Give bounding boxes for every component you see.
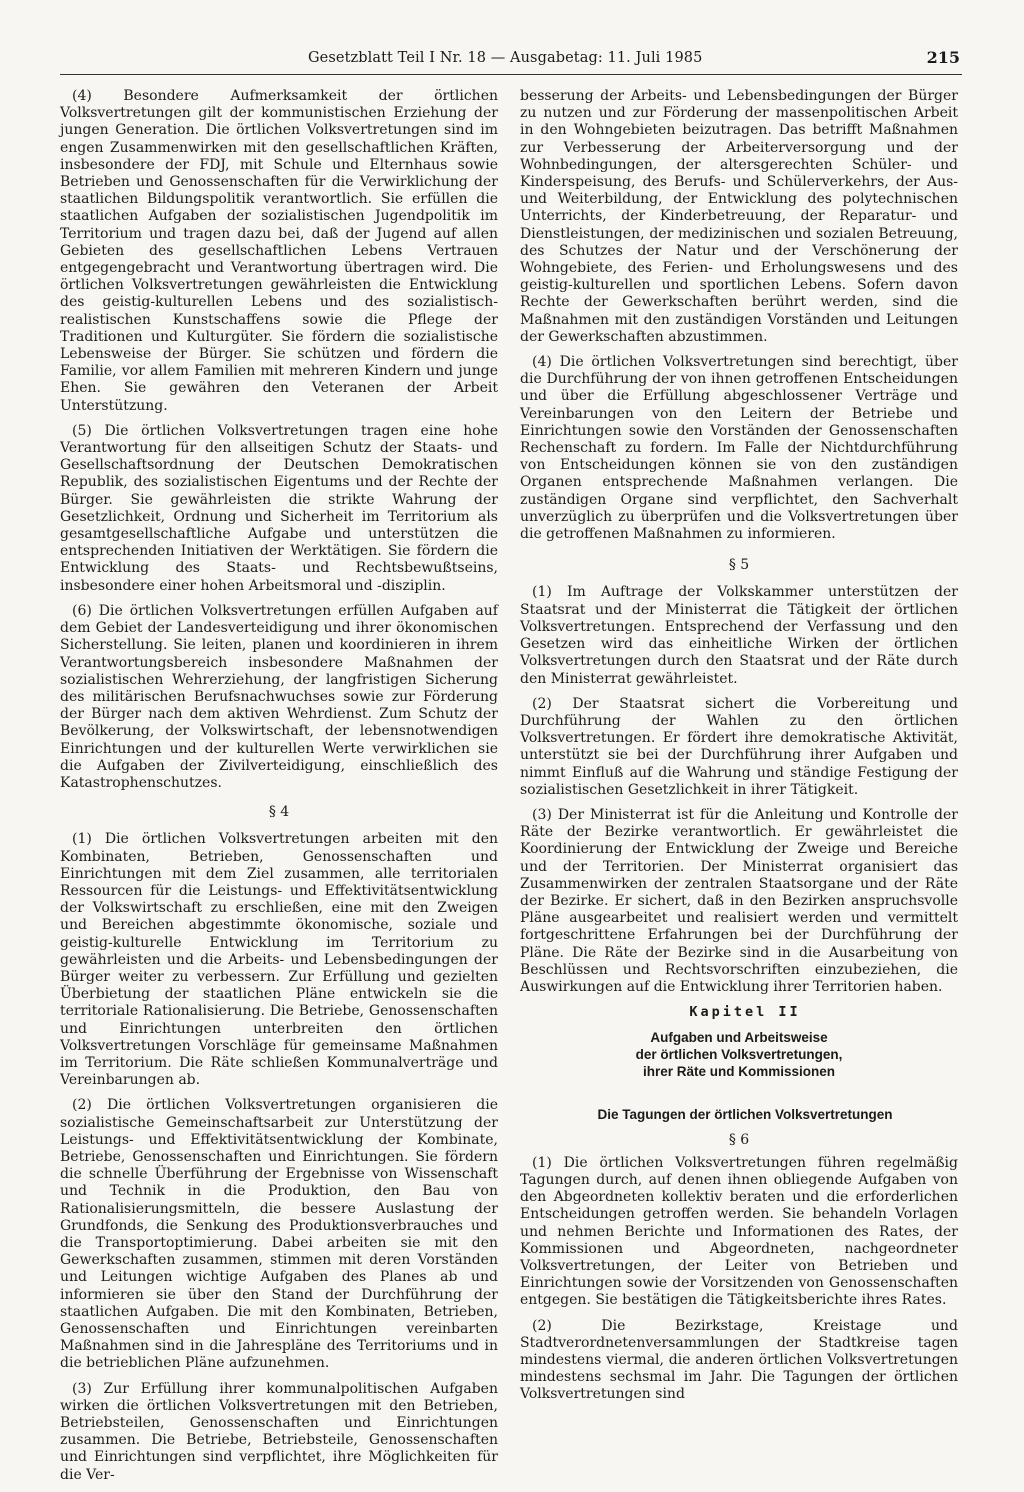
chapter-title-line-3: ihrer Räte und Kommissionen (642, 1064, 836, 1080)
paragraph-6-2: (2) Die Bezirkstage, Kreistage und Stadtverordnetenversammlungen der Stadtkreise tagen mindestens viermal, die anderen örtlichen Volksvertretungen mindestens sechsmal im Jahr. Die Tagungen der örtlichen Volksvertretungen sind (520, 1317, 958, 1403)
section-heading-6: § 6 (728, 1131, 750, 1148)
paragraph-5-2: (2) Der Staatsrat sichert die Vorbereitung und Durchführung der Wahlen zu den örtlichen Volksvertretungen. Er fördert ihre demokratische Aktivität, unterstützt sie bei der Durchführung ihrer Aufgaben und nimmt Einfluß auf die Wahrung und ständige Festigung der sozialistischen Gesetzlichkeit in ihrer Tätigkeit. (520, 695, 958, 798)
chapter-title (520, 1029, 958, 1080)
paragraph-5-3: (3) Der Ministerrat ist für die Anleitung und Kontrolle der Räte der Bezirke verantwortlich. Er gewährleistet die Koordinierung der Entwicklung der Zweige und Bereiche und der Territorien. Der Ministerrat organisiert das Zusammenwirken der zentralen Staatsorgane und der Räte der Bezirke. Er sichert, daß in den Bezirken anspruchsvolle Pläne ausgearbeitet und realisiert werden und vermittelt fortgeschrittene Erfahrungen bei der Durchführung der Pläne. Die Räte der Bezirke sind in die Ausarbeitung von Beschlüssen und Rechtsvorschriften einzubeziehen, die Auswirkungen auf die Entwicklung ihrer Territorien haben. (520, 806, 958, 995)
page-header (60, 46, 962, 75)
right-column (520, 88, 958, 1412)
paragraph-3-5: (5) Die örtlichen Volksvertretungen tragen eine hohe Verantwortung für den allseitigen Schutz der Staats- und Gesellschaftsordnung der Deutschen Demokratischen Republik, des sozialistischen Eigentums und der Rechte der Bürger. Sie gewährleisten die strikte Wahrung der Gesetzlichkeit, Ordnung und Sicherheit im Territorium als gesamtgesellschaftliche Aufgabe und unterstützen die entsprechenden Initiativen der Werktätigen. Sie fördern die Entwicklung des Staats- und Rechtsbewußtseins, insbesondere einer hohen Arbeitsmoral und -disziplin. (60, 422, 498, 594)
paragraph-4-3-continued: besserung der Arbeits- und Lebensbedingungen der Bürger zu nutzen und zur Förderung der massenpolitischen Arbeit in den Wohngebieten beizutragen. Das betrifft Maßnahmen zur Verbesserung der Arbeiterversorgung und der Wohnbedingungen, der altersgerechten Schüler- und Kinderspeisung, des Berufs- und Schülerverkehrs, der Aus- und Weiterbildung, der Entwicklung des polytechnischen Unterrichts, der Kinderbetreuung, der Reparatur- und Dienstleistungen, der medizinischen und sozialen Betreuung, des Schutzes der Natur und der Verschönerung der Wohngebiete, des Ferien- und Erholungswesens und des geistig-kulturellen und sportlichen Lebens. Sofern davon Rechte der Gewerkschaften berührt werden, sind die Maßnahmen mit den zuständigen Vorständen und Leitungen der Gewerkschaften abzustimmen. (520, 88, 958, 345)
paragraph-4-4: (4) Die örtlichen Volksvertretungen sind berechtigt, über die Durchführung der von ihnen getroffenen Entscheidungen und über die Erfüllung abgeschlossener Verträge und Vereinbarungen von den Leitern der Betriebe und Einrichtungen sowie den Vorständen der Genossenschaften Rechenschaft zu fordern. Im Falle der Nichtdurchführung von Entscheidungen können sie von den zuständigen Organen entsprechende Maßnahmen verlangen. Die zuständigen Organe sind verpflichtet, den Sachverhalt unverzüglich zu überprüfen und die Volksvertretungen über die getroffenen Maßnahmen zu informieren. (520, 354, 958, 543)
paragraph-3-4: (4) Besondere Aufmerksamkeit der örtlichen Volksvertretungen gilt der kommunistischen Erziehung der jungen Generation. Die örtlichen Volksvertretungen sind im engen Zusammenwirken mit den gesellschaftlichen Kräften, insbesondere der FDJ, mit Schule und Elternhaus sowie Betrieben und Genossenschaften für die Verwirklichung der staatlichen Bildungspolitik verantwortlich. Sie erfüllen die staatlichen Aufgaben der sozialistischen Jugendpolitik im Territorium und tragen dazu bei, daß der Jugend auf allen Gebieten des gesellschaftlichen Lebens Vertrauen entgegengebracht und Verantwortung übertragen wird. Die örtlichen Volksvertretungen gewährleisten die Entwicklung des geistig-kulturellen Lebens und des sozialistisch-realistischen Kunstschaffens sowie die Pflege der Traditionen und Kulturgüter. Sie fördern die sozialistische Lebensweise der Bürger. Sie schützen und fördern die Familie, vor allem Familien mit mehreren Kindern und junge Ehen. Sie gewähren den Veteranen der Arbeit Unterstützung. (60, 88, 498, 414)
left-column (60, 88, 498, 1492)
paragraph-4-2: (2) Die örtlichen Volksvertretungen organisieren die sozialistische Gemeinschaftsarbeit zur Unterstützung der Leistungs- und Effektivitätsentwicklung der Kombinate, Betriebe, Genossenschaften und Einrichtungen. Sie fördern die schnelle Überführung der Ergebnisse von Wissenschaft und Technik in die Produktion, den Bau von Rationalisierungsmitteln, die bessere Auslastung der Grundfonds, die Senkung des Produktionsverbrauches und die Transportoptimierung. Dabei arbeiten sie mit den Gewerkschaften zusammen, stimmen mit deren Vorständen und Leitungen wichtige Aufgaben des Planes ab und informieren sie über den Stand der Durchführung der staatlichen Aufgaben. Die mit den Kombinaten, Betrieben, Genossenschaften und Einrichtungen vereinbarten Maßnahmen sind in die Jahrespläne des Territoriums und in die betrieblichen Pläne aufzunehmen. (60, 1097, 498, 1372)
header-title: Gesetzblatt Teil I Nr. 18 — Ausgabetag: 11. Juli 1985 (308, 50, 703, 66)
chapter-label: Kapitel II (689, 1004, 801, 1021)
paragraph-4-1: (1) Die örtlichen Volksvertretungen arbeiten mit den Kombinaten, Betrieben, Genossenschaften und Einrichtungen mit dem Ziel zusammen, alle territorialen Ressourcen für die Leistungs- und Effektivitätsentwicklung der Volkswirtschaft zu erschließen, eine mit den Zweigen und Bereichen abgestimmte ökonomische, soziale und geistig-kulturelle Entwicklung im Territorium zu gewährleisten und die Arbeits- und Lebensbedingungen der Bürger weiter zu verbessern. Zur Erfüllung und gezielten Überbietung der staatlichen Pläne entwickeln sie die territoriale Rationalisierung. Die Betriebe, Genossenschaften und Einrichtungen unterbreiten den örtlichen Volksvertretungen Vorschläge für gemeinsame Maßnahmen im Territorium. Die Räte schließen Kommunalverträge und Vereinbarungen ab. (60, 831, 498, 1089)
page-number: 215 (926, 48, 960, 67)
paragraph-3-6: (6) Die örtlichen Volksvertretungen erfüllen Aufgaben auf dem Gebiet der Landesverteidigung und ihrer ökonomischen Sicherstellung. Sie leiten, planen und koordinieren in ihrem Verantwortungsbereich insbesondere Maßnahmen der sozialistischen Wehrerziehung, der langfristigen Sicherung des militärischen Berufsnachwuchses sowie zur Förderung der Bürger nach dem aktiven Wehrdienst. Zum Schutz der Bevölkerung, der Volkswirtschaft, der lebensnotwendigen Einrichtungen und der kulturellen Werte verwirklichen sie die Aufgaben der Zivilverteidigung, einschließlich des Katastrophenschutzes. (60, 602, 498, 791)
chapter-title-line-1: Aufgaben und Arbeitsweise (650, 1030, 828, 1046)
paragraph-6-1: (1) Die örtlichen Volksvertretungen führen regelmäßig Tagungen durch, auf denen ihnen obliegende Aufgaben von den Abgeordneten kollektiv beraten und die erforderlichen Entscheidungen getroffen werden. Sie behandeln Vorlagen und nehmen Berichte und Informationen des Rates, der Kommissionen und Abgeordneten, nachgeordneter Volksvertretungen, der Leiter von Betrieben und Einrichtungen sowie der Vorsitzenden von Genossenschaften entgegen. Sie bestätigen die Tätigkeitsberichte ihres Rates. (520, 1154, 958, 1309)
chapter-title-line-2: der örtlichen Volksvertretungen, (635, 1047, 843, 1063)
paragraph-4-3: (3) Zur Erfüllung ihrer kommunalpolitischen Aufgaben wirken die örtlichen Volksvertretungen mit den Betrieben, Betriebsteilen, Genossenschaften und Einrichtungen zusammen. Die Betriebe, Betriebsteile, Genossenschaften und Einrichtungen sind verpflichtet, ihre Möglichkeiten für die Ver- (60, 1380, 498, 1483)
paragraph-5-1: (1) Im Auftrage der Volkskammer unterstützen der Staatsrat und der Ministerrat die Tätigkeit der örtlichen Volksvertretungen. Entsprechend der Verfassung und den Gesetzen wird das einheitliche Wirken der örtlichen Volksvertretungen durch den Staatsrat und der Räte durch den Ministerrat gewährleistet. (520, 584, 958, 687)
subsection-heading: Die Tagungen der örtlichen Volksvertretungen (597, 1107, 893, 1123)
section-heading-5: § 5 (728, 557, 750, 574)
section-heading-4: § 4 (268, 804, 290, 821)
